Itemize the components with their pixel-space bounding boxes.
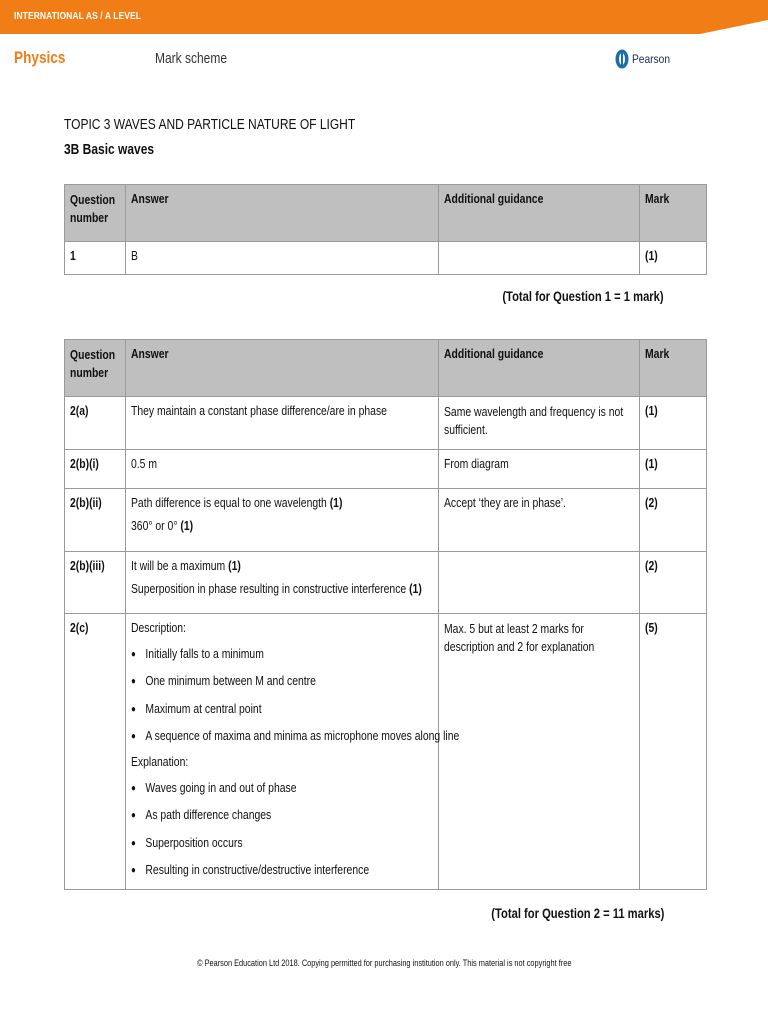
mark-cell: (1) <box>640 397 707 450</box>
bullet-item: ● Maximum at central point <box>131 700 262 716</box>
guidance-cell: Same wavelength and frequency is not sufficient. <box>439 397 640 450</box>
bullet-item: ● As path difference changes <box>131 807 272 823</box>
question-1-total: (Total for Question 1 = 1 mark) <box>502 288 664 304</box>
table-row <box>65 242 707 275</box>
answer-cell <box>126 614 460 890</box>
question-number: 1 <box>65 242 126 275</box>
table-header-row <box>65 185 707 242</box>
bullet-icon: ● <box>131 837 136 849</box>
table-row <box>65 489 707 552</box>
qualification-label: INTERNATIONAL AS / A LEVEL <box>14 11 142 22</box>
header-mark: Mark <box>640 340 707 397</box>
topic-heading: TOPIC 3 WAVES AND PARTICLE NATURE OF LIGHT <box>64 116 356 133</box>
copyright-footer: © Pearson Education Ltd 2018. Copying permitted for purchasing institution only. This material is not copyright free <box>196 958 572 968</box>
table-row <box>65 552 707 614</box>
question-number: 2(c) <box>65 614 126 890</box>
header-banner <box>0 0 768 34</box>
pearson-logo-text: Pearson <box>632 52 670 66</box>
bullet-item: ● Superposition occurs <box>131 834 243 850</box>
answer-cell <box>126 489 439 552</box>
header-additional-guidance: Additional guidance <box>439 340 640 397</box>
guidance-cell: Accept ‘they are in phase’. <box>439 489 640 552</box>
answer-line: Superposition in phase resulting in constructive interference (1) <box>131 580 422 596</box>
table-header-row <box>65 340 707 397</box>
question-2-total: (Total for Question 2 = 11 marks) <box>490 905 664 921</box>
header-answer: Answer <box>126 340 439 397</box>
mark-cell: (2) <box>640 489 707 552</box>
answer-line: It will be a maximum (1) <box>131 558 241 573</box>
question-number: 2(b)(ii) <box>65 489 126 552</box>
answer-line: 360° or 0° (1) <box>131 517 194 533</box>
question-number: 2(a) <box>65 397 126 450</box>
bullet-item: ● Resulting in constructive/destructive interference <box>131 862 370 878</box>
table-row <box>65 450 707 489</box>
mark-cell: (2) <box>640 552 707 614</box>
document-type: Mark scheme <box>155 50 228 67</box>
bullet-icon: ● <box>131 782 136 794</box>
question-2-table <box>64 339 707 890</box>
answer-cell <box>126 552 439 614</box>
header-mark: Mark <box>640 185 707 242</box>
table-row <box>65 614 707 890</box>
subtopic-heading: 3B Basic waves <box>64 141 155 158</box>
bullet-item: ● One minimum between M and centre <box>131 673 316 689</box>
subject-title: Physics <box>14 48 66 67</box>
header-question-number: Question number <box>65 185 126 242</box>
header-question-number: Question number <box>65 340 126 397</box>
question-number: 2(b)(iii) <box>65 552 126 614</box>
header-answer: Answer <box>126 185 439 242</box>
bullet-item: ● A sequence of maxima and minima as microphone moves along line <box>131 728 460 744</box>
guidance-cell <box>439 552 640 614</box>
guidance-cell <box>439 242 640 275</box>
mark-cell: (1) <box>640 242 707 275</box>
bullet-icon: ● <box>131 810 136 822</box>
answer-cell: B <box>126 242 439 275</box>
question-1-table <box>64 184 707 275</box>
guidance-cell: From diagram <box>439 450 640 489</box>
bullet-icon: ● <box>131 703 136 715</box>
question-number: 2(b)(i) <box>65 450 126 489</box>
explanation-label: Explanation: <box>131 753 189 769</box>
bullet-icon: ● <box>131 676 136 688</box>
answer-line: Path difference is equal to one wavelength (1) <box>131 495 343 510</box>
answer-cell: 0.5 m <box>126 450 439 489</box>
answer-cell: They maintain a constant phase difference/are in phase <box>126 397 439 450</box>
mark-cell: (1) <box>640 450 707 489</box>
bullet-item: ● Initially falls to a minimum <box>131 645 264 661</box>
mark-cell: (5) <box>640 614 707 890</box>
bullet-icon: ● <box>131 648 136 660</box>
bullet-icon: ● <box>131 865 136 877</box>
header-additional-guidance: Additional guidance <box>439 185 640 242</box>
guidance-cell: Max. 5 but at least 2 marks for description and 2 for explanation <box>439 614 640 890</box>
description-label: Description: <box>131 620 186 635</box>
bullet-item: ● Waves going in and out of phase <box>131 779 297 795</box>
pearson-logo-icon <box>615 48 629 70</box>
bullet-icon: ● <box>131 731 136 743</box>
table-row <box>65 397 707 450</box>
